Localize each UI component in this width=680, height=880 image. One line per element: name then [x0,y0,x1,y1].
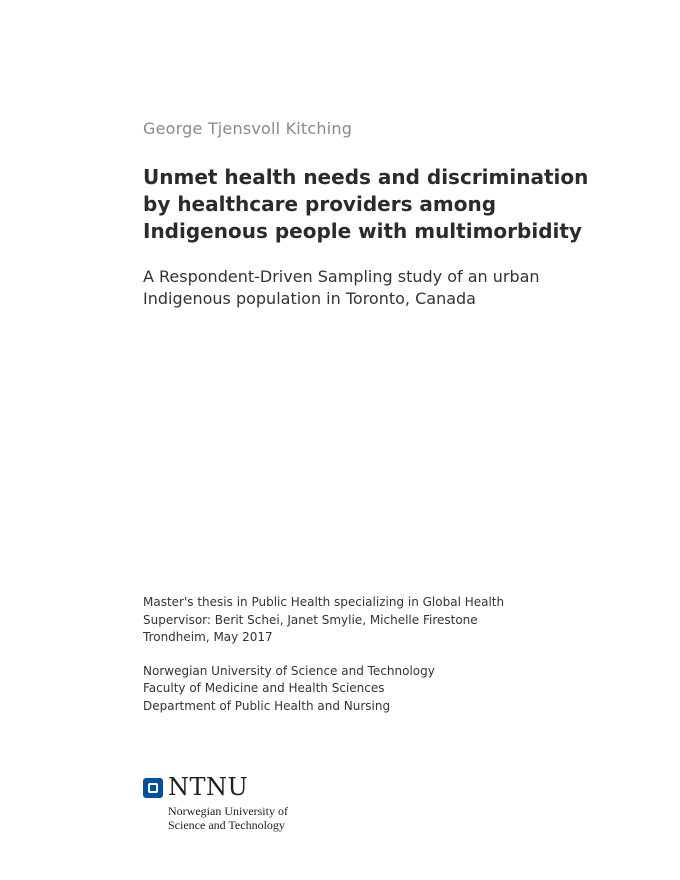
ntnu-logo-wordmark: NTNU [168,773,249,801]
thesis-title-line: Unmet health needs and discrimination [143,165,589,189]
thesis-title [143,164,589,245]
ntnu-logo [143,775,343,837]
institution-faculty: Faculty of Medicine and Health Sciences [143,681,385,695]
thesis-metadata [143,594,563,715]
ntnu-logo-subtext [168,804,288,832]
thesis-title-line: by healthcare providers among [143,192,497,216]
ntnu-logo-subtext-line: Norwegian University of [168,804,288,818]
thesis-degree: Master's thesis in Public Health specializing in Global Health [143,595,505,609]
thesis-subtitle [143,266,573,310]
ntnu-logo-icon [143,778,163,798]
thesis-supervisors: Supervisor: Berit Schei, Janet Smylie, Michelle Firestone [143,612,478,627]
thesis-title-line: Indigenous people with multimorbidity [143,219,582,243]
thesis-subtitle-line: Indigenous population in Toronto, Canada [143,289,476,308]
author-name: George Tjensvoll Kitching [143,119,353,138]
ntnu-logo-subtext-line: Science and Technology [168,818,285,832]
institution-university: Norwegian University of Science and Technology [143,663,435,678]
institution-department: Department of Public Health and Nursing [143,698,391,713]
thesis-place-date: Trondheim, May 2017 [143,630,273,644]
metadata-spacer [143,647,563,663]
thesis-subtitle-line: A Respondent-Driven Sampling study of an urban [143,267,540,286]
